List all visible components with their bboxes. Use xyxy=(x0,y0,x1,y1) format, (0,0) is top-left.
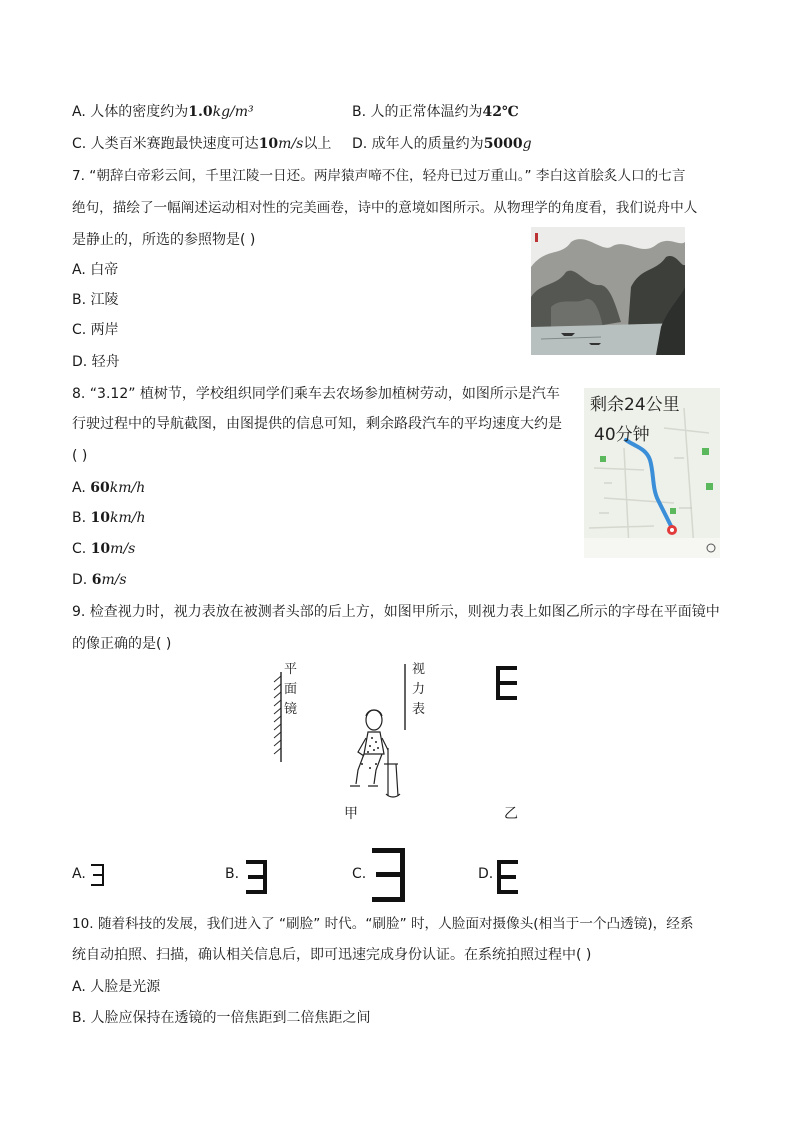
q9-option-b-label: B. xyxy=(225,866,240,882)
q6-option-b-value: 42℃ xyxy=(482,104,519,120)
q9-option-c-glyph xyxy=(372,848,406,902)
mirror-label xyxy=(284,660,300,720)
eye-chart-label-char-1: 视 xyxy=(412,662,426,677)
letter-e-chart-glyph xyxy=(496,666,518,700)
q8-option-a-label: A. xyxy=(72,480,91,496)
figure-yi-caption: 乙 xyxy=(504,806,518,822)
q7-stem-line-3: 是静止的，所选的参照物是( ) xyxy=(72,232,256,248)
q8-option-d-value: 6 xyxy=(91,572,102,588)
eye-chart-label-char-2: 力 xyxy=(412,682,426,697)
q6-option-d-label: D. 成年人的质量约为 xyxy=(352,136,484,152)
mirror-label-char-1: 平 xyxy=(284,662,298,677)
seated-person-drawing xyxy=(346,708,402,800)
map-remaining-time: 40分钟 xyxy=(594,425,650,445)
landscape-painting-image xyxy=(531,227,685,355)
q6-option-b-label: B. 人的正常体温约为 xyxy=(352,104,483,120)
q8-option-d-label: D. xyxy=(72,572,92,588)
q8-option-b-label: B. xyxy=(72,510,91,526)
q9-option-a-glyph xyxy=(91,864,105,886)
navigation-map-image xyxy=(584,388,720,558)
q7-stem-line-2: 绝句，描绘了一幅阐述运动相对性的完美画卷，诗中的意境如图所示。从物理学的角度看，我们说舟中人 xyxy=(72,200,698,216)
q7-option-c: C. 两岸 xyxy=(72,322,119,338)
eye-chart-label xyxy=(412,660,428,720)
q7-option-a: A. 白帝 xyxy=(72,262,119,278)
q6-option-a xyxy=(72,102,254,122)
q8-option-c-label: C. xyxy=(72,541,91,557)
q9-option-d-label: D. xyxy=(478,866,494,882)
q10-option-a: A. 人脸是光源 xyxy=(72,979,161,995)
q6-option-a-value: 1.0 xyxy=(188,104,213,120)
q8-option-a-unit: km/h xyxy=(109,480,146,496)
mirror-label-char-3: 镜 xyxy=(284,702,298,717)
q6-option-c xyxy=(72,134,331,154)
q8-option-b-value: 10 xyxy=(90,510,110,526)
map-remaining-distance: 剩余24公里 xyxy=(590,395,680,415)
q9-stem-line-2: 的像正确的是( ) xyxy=(72,636,172,652)
q6-option-d-unit: g xyxy=(522,136,532,152)
q6-option-d xyxy=(352,134,532,154)
q6-option-c-unit: m/s xyxy=(278,136,304,152)
q8-option-d-unit: m/s xyxy=(101,572,127,588)
q8-option-c-unit: m/s xyxy=(110,541,136,557)
q8-option-c-value: 10 xyxy=(90,541,111,557)
q7-stem-line-1: 7. “朝辞白帝彩云间，千里江陵一日还。两岸猿声啼不住，轻舟已过万重山。” 李白这首脍炙人口的七言 xyxy=(72,168,686,184)
mirror-label-char-2: 面 xyxy=(284,682,298,697)
figure-jia-caption: 甲 xyxy=(344,806,358,822)
q9-option-c-label: C. xyxy=(352,866,367,882)
q8-option-b xyxy=(72,508,146,528)
q9-option-a-label: A. xyxy=(72,866,86,882)
q8-stem-line-1: 8. “3.12” 植树节，学校组织同学们乘车去农场参加植树劳动，如图所示是汽车 xyxy=(72,386,560,402)
eye-chart-stand xyxy=(402,664,408,732)
q6-option-c-label: C. 人类百米赛跑最快速度可达 xyxy=(72,136,259,152)
q10-stem-line-2: 统自动拍照、扫描，确认相关信息后，即可迅速完成身份认证。在系统拍照过程中( ) xyxy=(72,947,592,963)
q6-option-b xyxy=(352,102,519,122)
plane-mirror-drawing xyxy=(270,672,286,764)
q6-option-d-value: 5000 xyxy=(483,136,523,152)
q9-stem-line-1: 9. 检查视力时，视力表放在被测者头部的后上方，如图甲所示，则视力表上如图乙所示的字母在平面镜中 xyxy=(72,604,720,620)
q9-option-d-glyph xyxy=(497,860,519,894)
eye-chart-label-char-3: 表 xyxy=(412,702,426,717)
q6-option-c-suffix: 以上 xyxy=(303,136,332,152)
landscape-painting-svg xyxy=(531,227,685,355)
q6-option-a-label: A. 人体的密度约为 xyxy=(72,104,189,120)
q10-stem-line-1: 10. 随着科技的发展，我们进入了 “刷脸” 时代。“刷脸” 时，人脸面对摄像头(相当于一个凸透镜)，经系 xyxy=(72,916,694,932)
q6-option-c-value: 10 xyxy=(258,136,279,152)
q8-stem-line-3: ( ) xyxy=(72,448,88,464)
q10-option-b: B. 人脸应保持在透镜的一倍焦距到二倍焦距之间 xyxy=(72,1010,371,1026)
q8-option-c xyxy=(72,539,135,559)
q8-option-d xyxy=(72,570,127,590)
q8-option-a xyxy=(72,478,145,498)
q7-option-b: B. 江陵 xyxy=(72,292,119,308)
q7-option-d: D. 轻舟 xyxy=(72,354,120,370)
q6-option-a-unit: kg/m³ xyxy=(212,104,254,120)
q8-stem-line-2: 行驶过程中的导航截图，由图提供的信息可知，剩余路段汽车的平均速度大约是 xyxy=(72,416,562,432)
q8-option-a-value: 60 xyxy=(90,480,110,496)
q9-option-b-glyph xyxy=(246,860,268,894)
q8-option-b-unit: km/h xyxy=(110,510,146,526)
